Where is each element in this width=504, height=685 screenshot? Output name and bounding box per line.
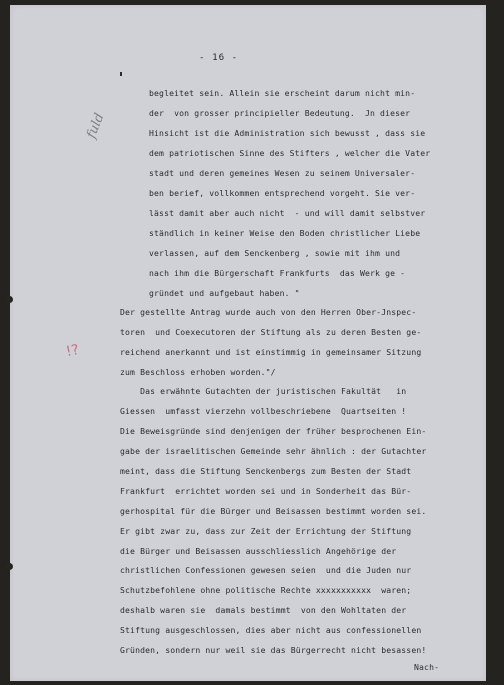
text-line: Hinsicht ist die Administration sich bewusst , dass sie: [149, 128, 426, 138]
text-line: stadt und deren gemeines Wesen zu seinem Universaler-: [149, 168, 416, 178]
text-line: verlassen, auf dem Senckenberg , sowie mit ihm und: [149, 248, 401, 258]
catchword: Nach-: [414, 662, 440, 672]
text-line: Giessen umfasst vierzehn vollbeschriebene Quartseiten !: [120, 406, 407, 416]
red-margin-mark: !?: [64, 341, 81, 361]
text-line: Gründen, sondern nur weil sie das Bürgerrecht nicht besassen!: [120, 645, 427, 655]
text-line: Frankfurt errichtet worden sei und in Sonderheit das Bür-: [120, 486, 412, 496]
punch-hole: [6, 296, 13, 303]
text-line: der von grosser principieller Bedeutung. Jn dieser: [149, 108, 411, 118]
text-line: Er gibt zwar zu, dass zur Zeit der Errichtung der Stiftung: [120, 526, 412, 536]
text-line: meint, dass die Stiftung Senckenbergs zum Besten der Stadt: [120, 466, 412, 476]
punch-hole: [6, 563, 13, 570]
text-line: gabe der israelitischen Gemeinde sehr ähnlich : der Gutachter: [120, 446, 427, 456]
page-number: - 16 -: [199, 52, 239, 63]
pencil-margin-note: fuld: [84, 111, 108, 141]
margin-tick: [120, 72, 122, 76]
text-line: Die Beweisgründe sind denjenigen der früher besprochenen Ein-: [120, 426, 427, 436]
text-line: Stiftung ausgeschlossen, dies aber nicht aus confessionellen: [120, 625, 422, 635]
text-line: dem patriotischen Sinne des Stifters , welcher die Vater: [149, 148, 431, 158]
text-line: deshalb waren sie damals bestimmt von den Wohltaten der: [120, 605, 407, 615]
text-line: lässt damit aber auch nicht - und will damit selbstver: [149, 208, 426, 218]
text-line: gerhospital für die Bürger und Beisassen bestimmt worden sei.: [120, 506, 427, 516]
text-line: nach ihm die Bürgerschaft Frankfurts das Werk ge -: [149, 268, 406, 278]
document-page: [10, 5, 486, 681]
text-line: zum Beschloss erhoben worden."/: [120, 367, 276, 377]
text-line: Das erwähnte Gutachten der juristischen Fakultät in: [120, 386, 407, 396]
text-line: christlichen Confessionen gewesen seien und die Juden nur: [120, 565, 412, 575]
text-line: Schutzbefohlene ohne politische Rechte xxxxxxxxxxx waren;: [120, 585, 412, 595]
text-line: gründet und aufgebaut haben. ": [149, 288, 300, 298]
text-line: Der gestellte Antrag wurde auch von den Herren Ober-Jnspec-: [120, 307, 417, 317]
text-line: toren und Coexecutoren der Stiftung als zu deren Besten ge-: [120, 327, 422, 337]
text-line: ständlich in keiner Weise den Boden christlicher Liebe: [149, 228, 421, 238]
text-line: reichend anerkannt und ist einstimmig in gemeinsamer Sitzung: [120, 347, 422, 357]
text-line: ben berief, vollkommen entsprechend vorgeht. Sie ver-: [149, 188, 416, 198]
text-line: begleitet sein. Allein sie erscheint darum nicht min-: [149, 88, 416, 98]
text-line: die Bürger und Beisassen ausschliesslich Angehörige der: [120, 546, 397, 556]
